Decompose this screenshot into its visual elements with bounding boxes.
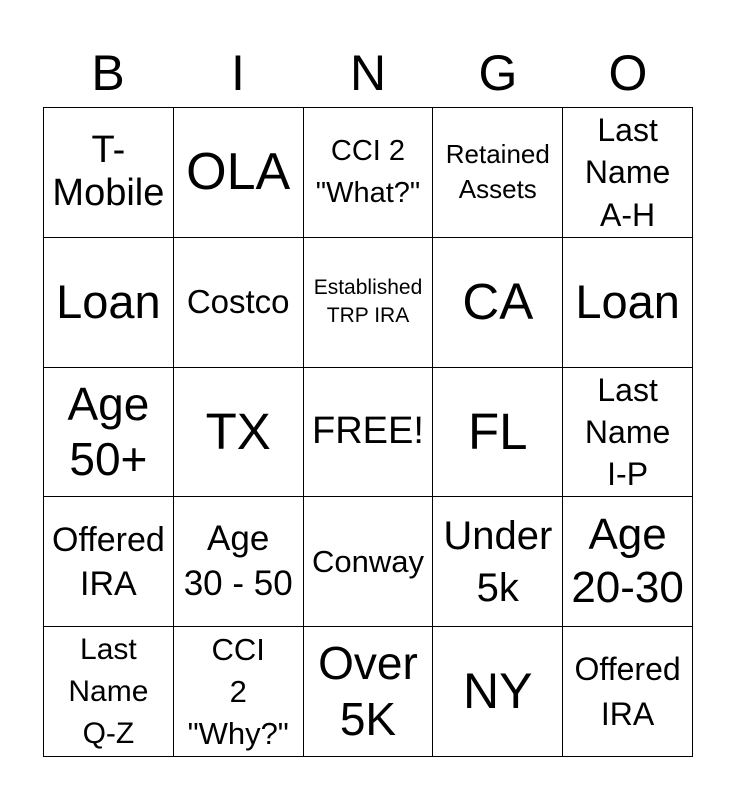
bingo-cell[interactable] [304, 497, 434, 627]
bingo-cell-label: Offered IRA [574, 650, 681, 732]
bingo-header [43, 40, 693, 106]
bingo-cell-label: Conway [311, 543, 424, 579]
bingo-cell-label: TX [205, 402, 271, 460]
bingo-cell-label: Age 50+ [67, 377, 150, 485]
header-letter-n: N [349, 45, 387, 101]
bingo-cell-label: CCI 2 "What?" [315, 135, 421, 210]
bingo-cell-label: Offered IRA [52, 520, 165, 603]
bingo-cell-label: Retained Assets [445, 139, 550, 205]
header-letter-g: G [478, 45, 518, 101]
bingo-cell-label: Age 30 - 50 [183, 518, 293, 603]
bingo-cell[interactable] [433, 108, 563, 238]
bingo-cell[interactable] [433, 368, 563, 498]
bingo-cell[interactable] [44, 368, 174, 498]
bingo-cell-label: Over 5K [318, 637, 418, 745]
bingo-cell[interactable] [563, 238, 693, 368]
bingo-cell-label: CA [462, 273, 534, 331]
bingo-cell-label: Last Name Q-Z [68, 632, 149, 750]
header-letter-i: I [231, 45, 245, 101]
bingo-cell[interactable] [44, 627, 174, 757]
bingo-cell[interactable] [563, 368, 693, 498]
bingo-cell[interactable] [433, 238, 563, 368]
bingo-cell-label: FREE! [312, 410, 424, 453]
bingo-cell-label: Loan [575, 275, 680, 329]
bingo-cell[interactable] [433, 627, 563, 757]
bingo-cell-label: OLA [186, 142, 291, 201]
bingo-cell[interactable] [304, 627, 434, 757]
bingo-cell-label: T- Mobile [52, 128, 165, 215]
bingo-cell-label: Loan [56, 275, 161, 329]
bingo-cell[interactable] [174, 108, 304, 238]
bingo-cell[interactable] [304, 238, 434, 368]
bingo-cell[interactable] [174, 497, 304, 627]
bingo-cell-label: Established TRP IRA [313, 275, 423, 328]
bingo-cell[interactable] [304, 368, 434, 498]
bingo-cell-label: FL [468, 402, 528, 460]
bingo-cell-label: Age 20-30 [571, 509, 684, 612]
bingo-cell-label: Costco [186, 283, 290, 321]
bingo-cell[interactable] [563, 108, 693, 238]
bingo-cell-label: NY [463, 663, 533, 720]
bingo-cell-label: CCI 2 "Why?" [187, 631, 289, 751]
bingo-cell-label: Last Name A-H [584, 112, 671, 233]
bingo-cell-label: Last Name I-P [584, 371, 671, 493]
header-letter-o: O [608, 45, 648, 101]
bingo-cell[interactable] [44, 238, 174, 368]
bingo-cell[interactable] [174, 368, 304, 498]
bingo-cell[interactable] [174, 238, 304, 368]
bingo-cell-label: Under 5k [443, 513, 553, 610]
bingo-cell[interactable] [174, 627, 304, 757]
header-letter-b: B [91, 45, 125, 101]
bingo-cell[interactable] [563, 627, 693, 757]
bingo-cell[interactable] [44, 497, 174, 627]
bingo-cell[interactable] [563, 497, 693, 627]
bingo-board [43, 107, 693, 757]
bingo-cell[interactable] [44, 108, 174, 238]
bingo-cell[interactable] [304, 108, 434, 238]
bingo-cell[interactable] [433, 497, 563, 627]
